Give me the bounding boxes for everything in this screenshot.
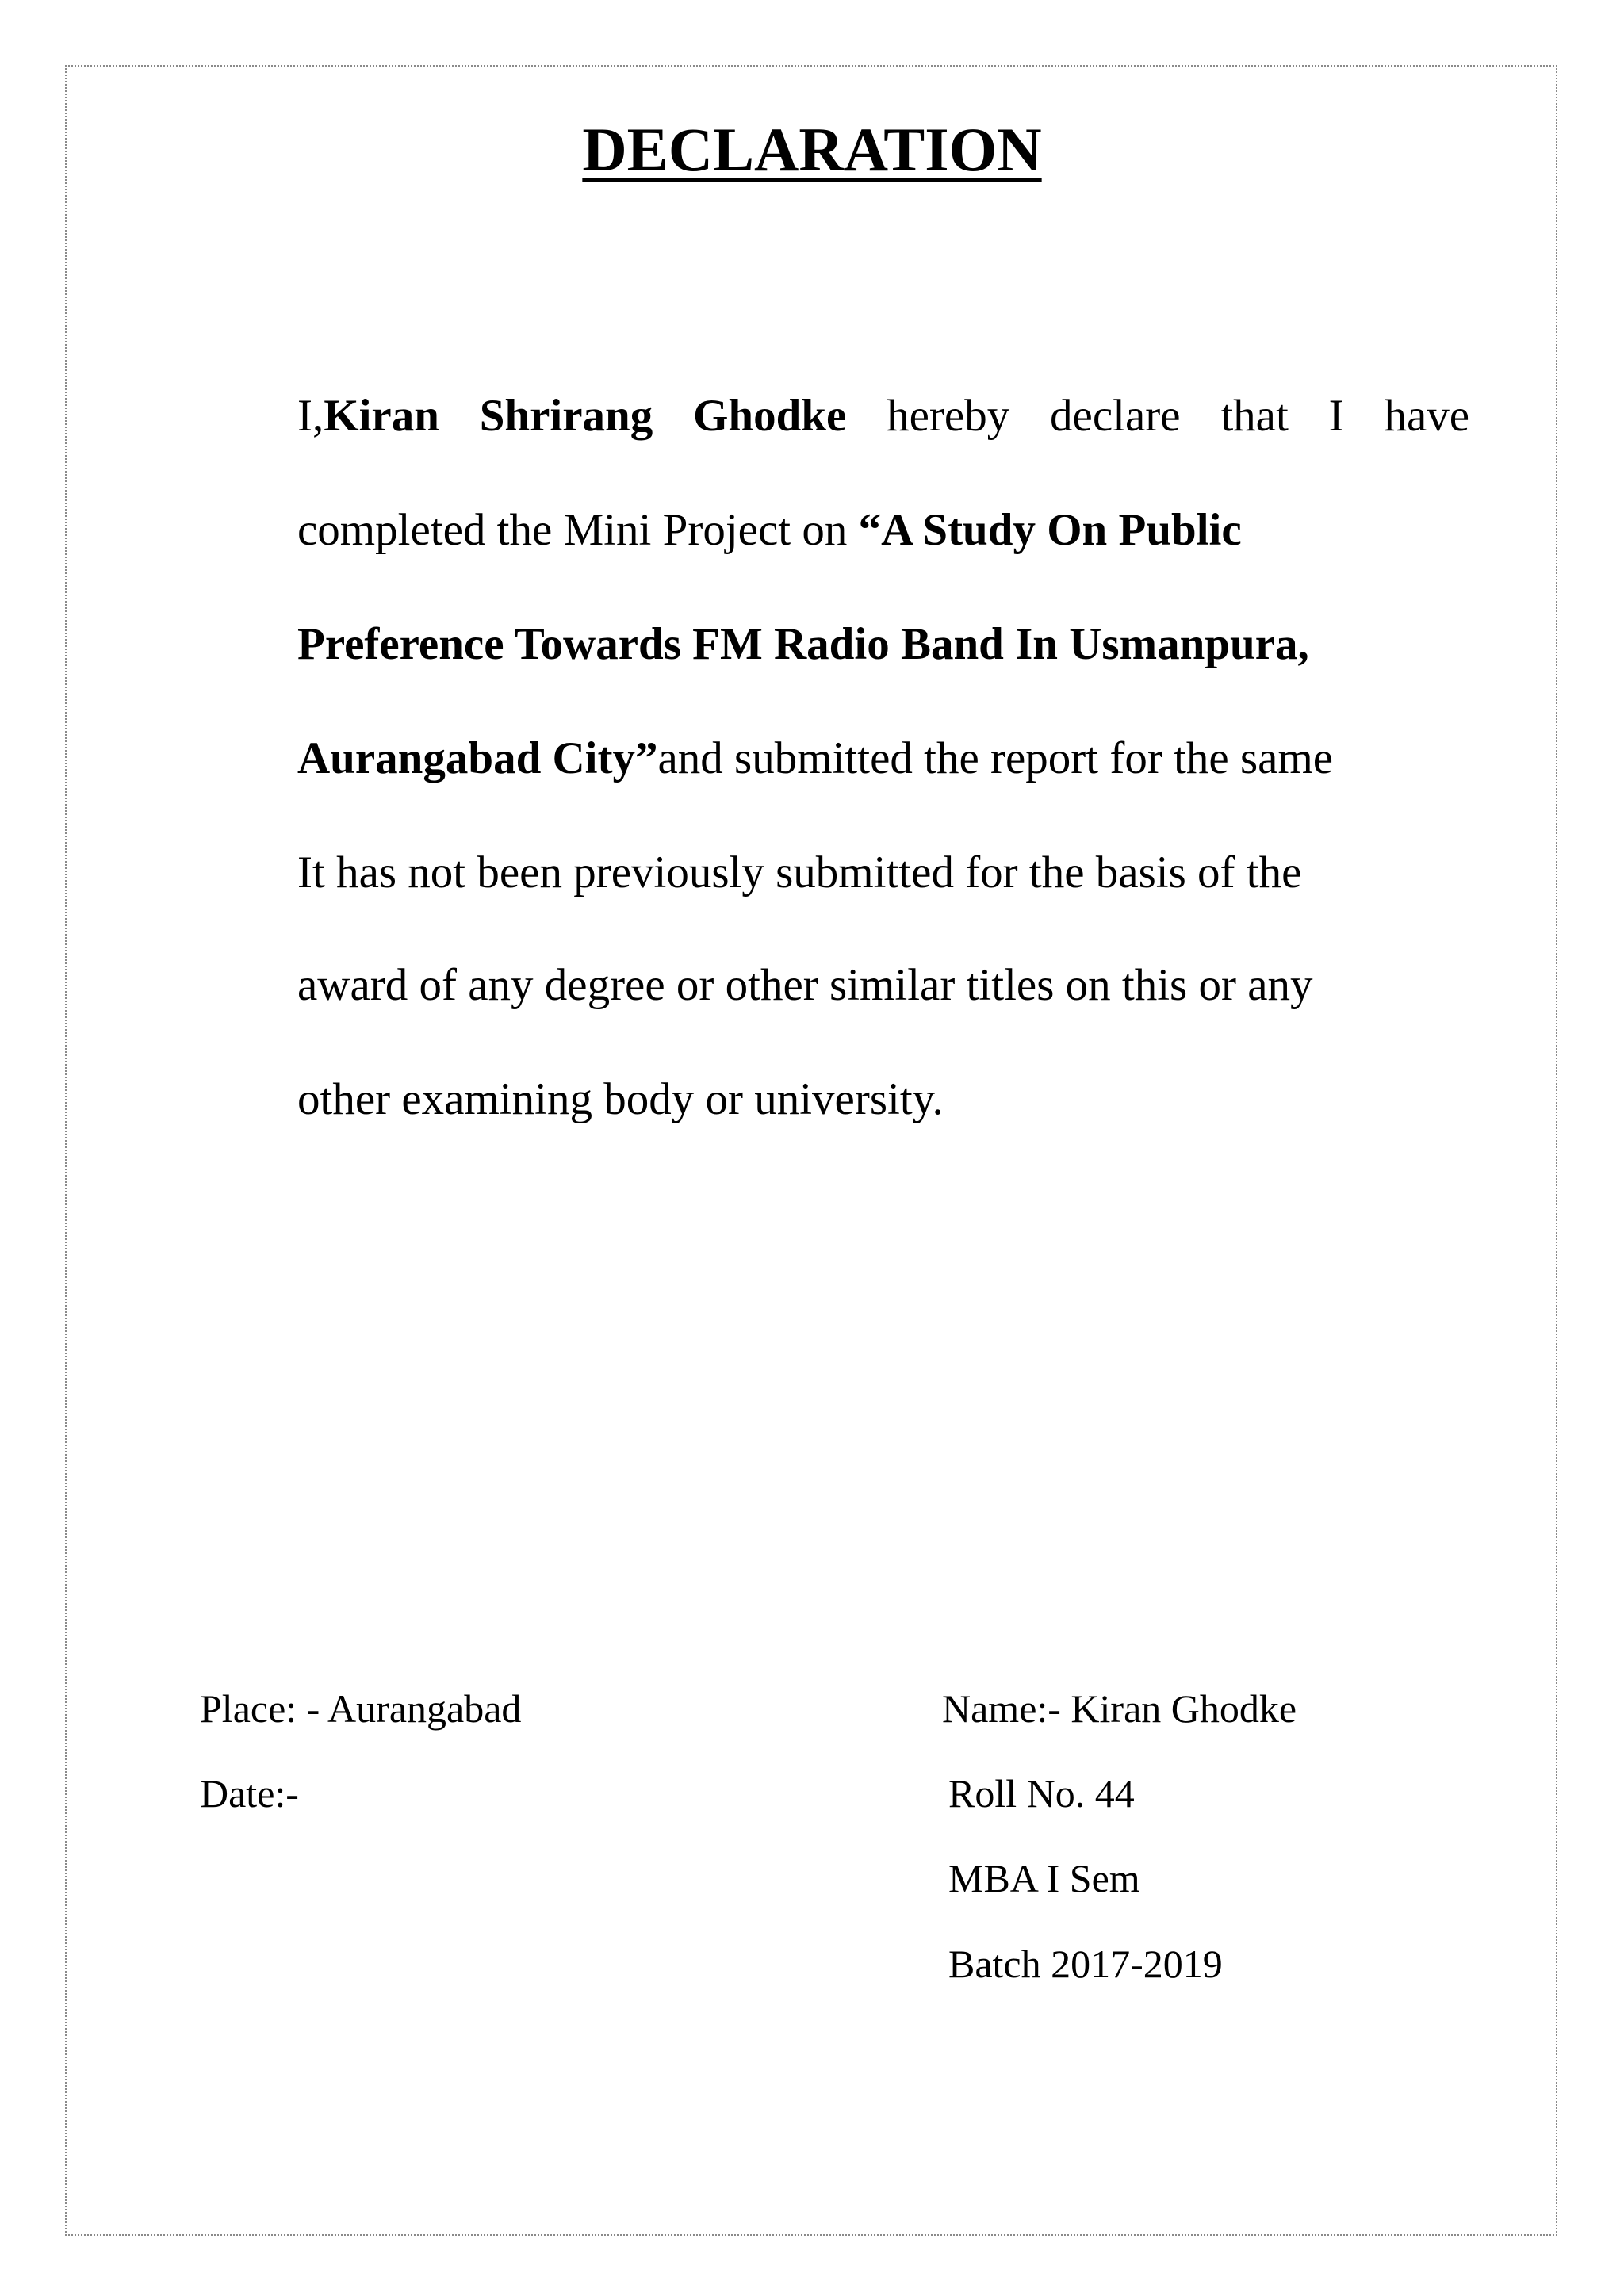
- page-title: [0, 115, 1624, 184]
- semester: MBA I Sem: [948, 1856, 1140, 1900]
- line-1-word-5: have: [1384, 391, 1470, 441]
- line-2-text: completed the Mini Project on: [297, 505, 859, 555]
- project-title-part-2: Preference Towards FM Radio Band In Usmanpura,: [297, 619, 1309, 669]
- declaration-line-6: [297, 962, 1313, 1008]
- roll-number: Roll No. 44: [948, 1771, 1135, 1816]
- line-1-prefix: I,: [297, 391, 324, 441]
- declaration-line-1: [297, 391, 1470, 441]
- project-title-part-3: Aurangabad City”: [297, 733, 658, 783]
- declaration-line-2: [297, 507, 1242, 553]
- date-field: Date:-: [200, 1771, 299, 1816]
- declaration-line-5: [297, 850, 1301, 895]
- batch: Batch 2017-2019: [948, 1942, 1223, 1986]
- title-text: DECLARATION: [582, 115, 1042, 184]
- line-6-text: award of any degree or other similar titles on this or any: [297, 960, 1313, 1010]
- declaration-line-3: [297, 619, 1309, 669]
- declaration-line-7: [297, 1074, 944, 1124]
- line-7-text: other examining body or university.: [297, 1074, 944, 1124]
- line-5-text: It has not been previously submitted for the basis of the: [297, 848, 1302, 897]
- line-1-word-2: declare: [1050, 391, 1181, 441]
- declarant-name: Kiran Shrirang Ghodke: [324, 391, 847, 441]
- line-1-word-4: I: [1328, 391, 1344, 441]
- line-1-word-1: hereby: [887, 391, 1010, 441]
- line-4-text: and submitted the report for the same: [657, 733, 1334, 783]
- declaration-line-4: [297, 733, 1334, 783]
- place-field: Place: - Aurangabad: [200, 1686, 522, 1731]
- line-1-word-3: that: [1220, 391, 1289, 441]
- student-name: Name:- Kiran Ghodke: [942, 1686, 1297, 1731]
- project-title-part-1: “A Study On Public: [858, 505, 1242, 555]
